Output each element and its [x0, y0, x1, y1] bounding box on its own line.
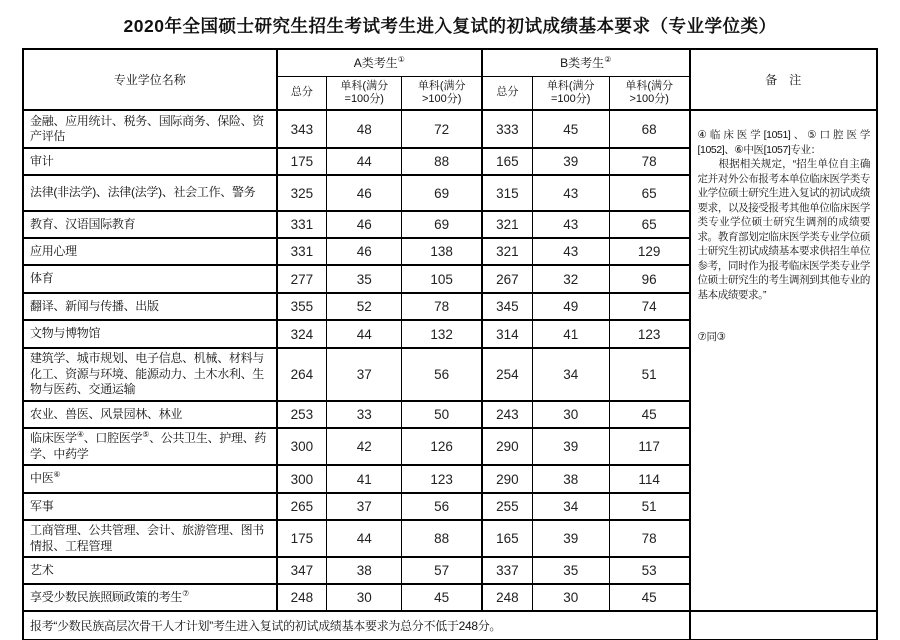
page-title: 2020年全国硕士研究生招生考试考生进入复试的初试成绩基本要求（专业学位类）: [123, 16, 777, 36]
score-cell: 165: [482, 520, 532, 557]
score-cell: 37: [327, 348, 402, 401]
score-cell: 345: [482, 293, 532, 320]
score-cell: 347: [277, 557, 327, 584]
score-cell: 46: [327, 211, 402, 238]
footnote-marker: ⑥: [53, 470, 61, 480]
score-cell: 38: [532, 465, 609, 493]
score-cell: 32: [532, 265, 609, 293]
score-cell: 72: [402, 110, 482, 148]
header-remarks: 备 注: [690, 49, 877, 110]
score-cell: 41: [327, 465, 402, 493]
score-cell: 265: [277, 493, 327, 520]
score-cell: 324: [277, 320, 327, 348]
header-a-total: 总分: [277, 76, 327, 110]
score-cell: 78: [609, 148, 689, 175]
score-cell: 35: [327, 265, 402, 293]
score-cell: 74: [609, 293, 689, 320]
score-cell: 69: [402, 211, 482, 238]
score-cell: 57: [402, 557, 482, 584]
header-b-total: 总分: [482, 76, 532, 110]
score-cell: 290: [482, 465, 532, 493]
header-b-single-gt100: 单科(满分>100分): [609, 76, 689, 110]
score-cell: 253: [277, 401, 327, 428]
degree-name-cell: 翻译、新闻与传播、出版: [23, 293, 277, 320]
remarks-empty-cell: [690, 611, 877, 640]
score-cell: 38: [327, 557, 402, 584]
score-cell: 114: [609, 465, 689, 493]
degree-name-cell: 工商管理、公共管理、会计、旅游管理、图书情报、工程管理: [23, 520, 277, 557]
score-cell: 123: [609, 320, 689, 348]
score-cell: 65: [609, 175, 689, 211]
remarks-body: 根据相关规定，“招生单位自主确定并对外公布报考本单位临床医学类专业学位硕士研究生进入复试的初试成绩要求，以及接受报考其他单位临床医学类专业学位硕士研究生调剂的成绩要求。教育部划定临床医学类专业学位硕士研究生初试成绩基本要求供招生单位参考，同时作为报考临床医学类专业学位硕士研究生的考生调剂到其他专业的基本成绩要求。”: [697, 158, 870, 301]
score-cell: 43: [532, 175, 609, 211]
score-cell: 78: [609, 520, 689, 557]
header-group-a: [277, 49, 482, 76]
score-cell: 132: [402, 320, 482, 348]
score-cell: 43: [532, 211, 609, 238]
score-cell: 337: [482, 557, 532, 584]
score-cell: 314: [482, 320, 532, 348]
score-cell: 267: [482, 265, 532, 293]
score-cell: 248: [277, 584, 327, 611]
score-cell: 51: [609, 348, 689, 401]
score-cell: 46: [327, 238, 402, 265]
score-cell: 264: [277, 348, 327, 401]
degree-name-cell: 建筑学、城市规划、电子信息、机械、材料与化工、资源与环境、能源动力、土木水利、生物与医药、交通运输: [23, 348, 277, 401]
score-cell: 34: [532, 348, 609, 401]
score-cell: 44: [327, 148, 402, 175]
score-cell: 30: [532, 401, 609, 428]
score-cell: 105: [402, 265, 482, 293]
header-a-single-gt100: 单科(满分>100分): [402, 76, 482, 110]
score-cell: 300: [277, 428, 327, 465]
score-cell: 50: [402, 401, 482, 428]
remarks-cross-reference: ⑦同③: [697, 331, 726, 343]
score-cell: 51: [609, 493, 689, 520]
score-cell: 30: [327, 584, 402, 611]
score-cell: 175: [277, 520, 327, 557]
score-table: [22, 48, 878, 640]
score-cell: 325: [277, 175, 327, 211]
footnote-marker: ④: [76, 430, 84, 439]
score-cell: 255: [482, 493, 532, 520]
header-group-b-label: B类考生: [560, 56, 605, 71]
score-cell: 56: [402, 348, 482, 401]
degree-name-cell: 文物与博物馆: [23, 320, 277, 348]
score-cell: 43: [532, 238, 609, 265]
header-group-b: [482, 49, 689, 76]
degree-name-cell: 审计: [23, 148, 277, 175]
score-cell: 39: [532, 148, 609, 175]
score-cell: 53: [609, 557, 689, 584]
table-header: [23, 49, 877, 110]
score-cell: 45: [532, 110, 609, 148]
score-cell: 123: [402, 465, 482, 493]
remarks-heading: ④临床医学[1051]、⑤口腔医学[1052]、⑥中医[1057]专业：: [697, 129, 870, 156]
score-cell: 343: [277, 110, 327, 148]
score-cell: 96: [609, 265, 689, 293]
score-cell: 331: [277, 238, 327, 265]
score-cell: 129: [609, 238, 689, 265]
degree-name-cell: 军事: [23, 493, 277, 520]
score-cell: 41: [532, 320, 609, 348]
score-cell: 68: [609, 110, 689, 148]
score-cell: 48: [327, 110, 402, 148]
degree-name-cell: 应用心理: [23, 238, 277, 265]
degree-name-cell: 农业、兽医、风景园林、林业: [23, 401, 277, 428]
score-cell: 78: [402, 293, 482, 320]
degree-name-cell: 艺术: [23, 557, 277, 584]
score-cell: 300: [277, 465, 327, 493]
score-cell: 35: [532, 557, 609, 584]
score-cell: 65: [609, 211, 689, 238]
footnote-marker: ⑦: [182, 588, 189, 598]
score-cell: 126: [402, 428, 482, 465]
score-cell: 321: [482, 238, 532, 265]
score-cell: 165: [482, 148, 532, 175]
degree-name-cell: 享受少数民族照顾政策的考生⑦: [23, 584, 277, 611]
table-row: [23, 110, 877, 148]
score-cell: 355: [277, 293, 327, 320]
footnote-marker-2: ②: [604, 55, 612, 65]
score-cell: 45: [609, 584, 689, 611]
score-cell: 44: [327, 320, 402, 348]
degree-name-cell: 中医⑥: [23, 465, 277, 493]
score-cell: 175: [277, 148, 327, 175]
degree-name-cell: 体育: [23, 265, 277, 293]
score-cell: 44: [327, 520, 402, 557]
degree-name-cell: 教育、汉语国际教育: [23, 211, 277, 238]
score-cell: 49: [532, 293, 609, 320]
footnote-row: [23, 611, 877, 640]
score-cell: 45: [609, 401, 689, 428]
footnote-marker-1: ①: [397, 55, 405, 65]
score-cell: 45: [402, 584, 482, 611]
score-cell: 277: [277, 265, 327, 293]
degree-name-cell: 法律(非法学)、法律(法学)、社会工作、警务: [23, 175, 277, 211]
score-cell: 39: [532, 520, 609, 557]
table-footer: [23, 611, 877, 640]
score-cell: 88: [402, 148, 482, 175]
score-cell: 333: [482, 110, 532, 148]
score-cell: 315: [482, 175, 532, 211]
score-cell: 42: [327, 428, 402, 465]
score-cell: 138: [402, 238, 482, 265]
score-cell: 37: [327, 493, 402, 520]
score-cell: 46: [327, 175, 402, 211]
header-degree-name: 专业学位名称: [23, 49, 277, 110]
score-cell: 254: [482, 348, 532, 401]
score-cell: 290: [482, 428, 532, 465]
footnote-cell: 报考“少数民族高层次骨干人才计划”考生进入复试的初试成绩基本要求为总分不低于248分。: [23, 611, 690, 640]
header-a-single100: 单科(满分=100分): [327, 76, 402, 110]
degree-name-cell: 金融、应用统计、税务、国际商务、保险、资产评估: [23, 110, 277, 148]
score-cell: 69: [402, 175, 482, 211]
table-body: [23, 110, 877, 611]
footnote-marker: ⑤: [142, 430, 150, 439]
score-cell: 88: [402, 520, 482, 557]
score-cell: 331: [277, 211, 327, 238]
score-cell: 34: [532, 493, 609, 520]
score-cell: 33: [327, 401, 402, 428]
score-cell: 248: [482, 584, 532, 611]
score-cell: 243: [482, 401, 532, 428]
remarks-cell: [690, 110, 877, 611]
score-cell: 117: [609, 428, 689, 465]
score-cell: 56: [402, 493, 482, 520]
score-cell: 321: [482, 211, 532, 238]
degree-name-cell: 临床医学④、口腔医学⑤、公共卫生、护理、药学、中药学: [23, 428, 277, 465]
score-cell: 52: [327, 293, 402, 320]
header-b-single100: 单科(满分=100分): [532, 76, 609, 110]
header-group-a-label: A类考生: [353, 56, 398, 71]
score-cell: 39: [532, 428, 609, 465]
score-cell: 30: [532, 584, 609, 611]
